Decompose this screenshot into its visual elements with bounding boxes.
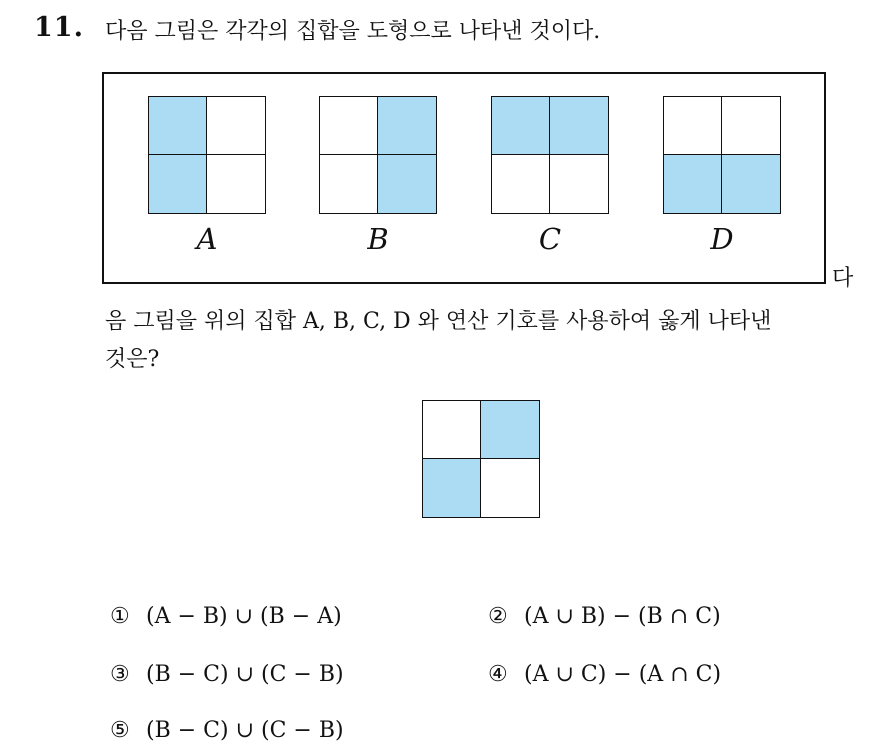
choice-5[interactable]	[110, 718, 344, 743]
set-b-cell-top-left	[320, 97, 378, 155]
set-d-cell-top-left	[664, 97, 722, 155]
choice-2-number: ②	[488, 604, 508, 629]
choice-1[interactable]	[110, 604, 342, 629]
question-text-line1: 다음 그림은 각각의 집합을 도형으로 나타낸 것이다.	[105, 19, 601, 44]
set-a-diagram	[148, 96, 266, 214]
target-cell-top-left	[423, 401, 481, 459]
question-text-tail: 다	[832, 266, 854, 291]
choice-1-expression: (A − B) ∪ (B − A)	[146, 604, 342, 629]
question-text-line3: 것은?	[105, 347, 160, 372]
set-a-cell-bottom-right	[207, 155, 265, 213]
set-a-cell-bottom-left	[149, 155, 207, 213]
set-d-diagram	[663, 96, 781, 214]
choice-3[interactable]	[110, 662, 344, 687]
set-a-cell-top-left	[149, 97, 207, 155]
set-b-label: B	[367, 222, 389, 256]
set-a-label: A	[196, 222, 218, 256]
choice-2-expression: (A ∪ B) − (B ∩ C)	[524, 604, 721, 629]
choice-5-expression: (B − C) ∪ (C − B)	[146, 718, 344, 743]
choice-5-number: ⑤	[110, 718, 130, 743]
set-b-cell-bottom-left	[320, 155, 378, 213]
choice-1-number: ①	[110, 604, 130, 629]
question-number: 11.	[34, 12, 84, 43]
target-cell-bottom-left	[423, 459, 481, 517]
target-cell-bottom-right	[481, 459, 539, 517]
set-b-diagram	[319, 96, 437, 214]
set-a-cell-top-right	[207, 97, 265, 155]
target-diagram	[422, 400, 540, 518]
set-d-cell-bottom-right	[722, 155, 780, 213]
set-d-label: D	[710, 222, 734, 256]
set-c-cell-bottom-right	[550, 155, 608, 213]
choice-4[interactable]	[488, 662, 721, 687]
set-c-diagram	[491, 96, 609, 214]
choice-3-number: ③	[110, 662, 130, 687]
set-b-cell-bottom-right	[378, 155, 436, 213]
set-c-cell-top-right	[550, 97, 608, 155]
choice-3-expression: (B − C) ∪ (C − B)	[146, 662, 344, 687]
set-c-cell-top-left	[492, 97, 550, 155]
choice-2[interactable]	[488, 604, 721, 629]
set-d-cell-top-right	[722, 97, 780, 155]
question-text-line2: 음 그림을 위의 집합 A, B, C, D 와 연산 기호를 사용하여 옳게 나타낸	[105, 309, 772, 334]
set-b-cell-top-right	[378, 97, 436, 155]
set-c-cell-bottom-left	[492, 155, 550, 213]
set-c-label: C	[538, 222, 562, 256]
choice-4-expression: (A ∪ C) − (A ∩ C)	[524, 662, 722, 687]
target-cell-top-right	[481, 401, 539, 459]
set-d-cell-bottom-left	[664, 155, 722, 213]
choice-4-number: ④	[488, 662, 508, 687]
